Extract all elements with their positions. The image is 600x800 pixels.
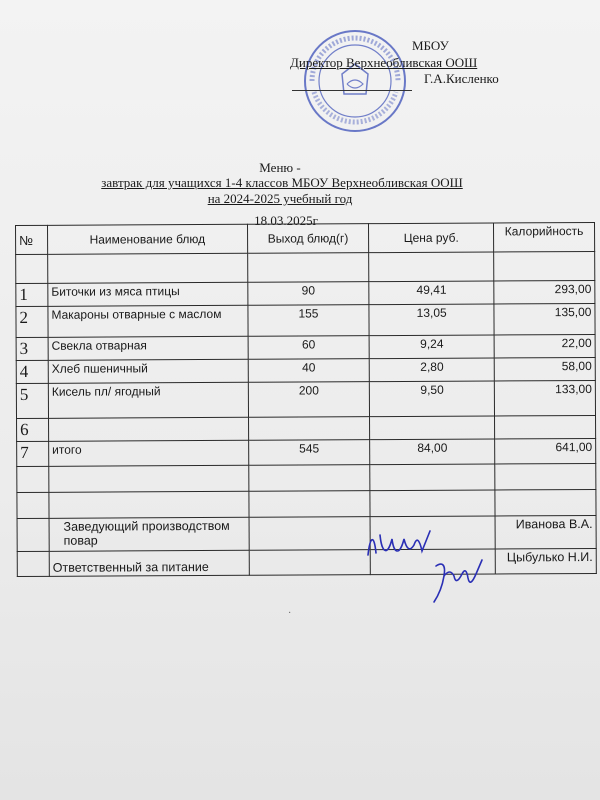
table-row bbox=[17, 463, 596, 492]
row-dish-name: Свекла отварная bbox=[48, 336, 248, 360]
menu-heading: Меню - bbox=[259, 160, 301, 175]
row-number: 4 bbox=[16, 360, 48, 383]
header-number: № bbox=[16, 225, 48, 254]
row-price: 2,80 bbox=[370, 358, 495, 382]
header-calories: Калорийность bbox=[494, 222, 595, 252]
row-portion: 200 bbox=[248, 382, 370, 418]
table-row bbox=[16, 251, 595, 283]
row-price: 9,50 bbox=[370, 381, 495, 417]
handwritten-signature-1 bbox=[360, 525, 440, 565]
row-dish-name: Хлеб пшеничный bbox=[48, 359, 248, 383]
table-row bbox=[16, 303, 595, 337]
row-dish-name bbox=[48, 417, 248, 441]
approval-signature-line bbox=[292, 90, 412, 91]
row-calories: 135,00 bbox=[494, 303, 595, 335]
handwritten-signature-2 bbox=[430, 552, 490, 607]
row-number: 5 bbox=[16, 383, 48, 418]
row-number: 1 bbox=[16, 283, 48, 306]
row-portion: 60 bbox=[248, 336, 370, 360]
row-price: 13,05 bbox=[369, 304, 494, 336]
row-number: 6 bbox=[17, 418, 49, 441]
row-dish-name: Биточки из мяса птицы bbox=[48, 282, 248, 306]
row-number: 3 bbox=[16, 337, 48, 360]
row-price: 9,24 bbox=[369, 335, 494, 359]
table-row bbox=[16, 380, 595, 418]
table-row bbox=[16, 280, 595, 306]
header-price: Цена руб. bbox=[369, 223, 494, 253]
row-portion: 40 bbox=[248, 359, 370, 383]
row-number: 7 bbox=[17, 441, 49, 466]
table-row-total bbox=[17, 438, 596, 466]
row-portion bbox=[248, 417, 370, 441]
menu-table bbox=[15, 222, 597, 577]
approval-org: МБОУ bbox=[412, 38, 449, 53]
row-portion: 545 bbox=[248, 440, 370, 466]
row-calories: 133,00 bbox=[494, 380, 595, 416]
signature-row bbox=[17, 515, 596, 551]
row-price: 84,00 bbox=[370, 439, 495, 465]
header-portion: Выход блюд(г) bbox=[247, 224, 369, 254]
row-portion: 90 bbox=[247, 282, 369, 306]
row-dish-name: Макароны отварные с маслом bbox=[48, 305, 248, 337]
row-dish-name: Кисель пл/ ягодный bbox=[48, 382, 248, 418]
table-row bbox=[16, 334, 595, 360]
row-price bbox=[370, 416, 495, 440]
row-portion: 155 bbox=[248, 305, 370, 337]
signature-person-2: Цыбулько Н.И. bbox=[495, 548, 596, 574]
row-price: 49,41 bbox=[369, 281, 494, 305]
school-stamp-seal bbox=[300, 26, 410, 136]
table-row bbox=[17, 415, 596, 441]
row-calories: 641,00 bbox=[495, 438, 596, 464]
menu-year: на 2024-2025 учебный год bbox=[207, 191, 353, 206]
table-header-row bbox=[16, 222, 595, 254]
approval-director: Директор Верхнеобливская ООШ bbox=[290, 55, 478, 70]
header-dish-name: Наименование блюд bbox=[47, 224, 247, 254]
row-calories: 22,00 bbox=[494, 334, 595, 358]
table-row bbox=[17, 489, 596, 518]
row-calories: 58,00 bbox=[494, 357, 595, 381]
row-dish-name: итого bbox=[49, 440, 249, 466]
signature-role-2: Ответственный за питание bbox=[49, 550, 249, 576]
signature-role-1: Заведующий производством повар bbox=[49, 517, 249, 551]
signature-person-1: Иванова В.А. bbox=[495, 515, 596, 549]
menu-date: 18.03.2025г bbox=[254, 213, 318, 228]
signature-row bbox=[17, 548, 596, 576]
paper-mark: · bbox=[288, 608, 292, 619]
row-calories bbox=[495, 415, 596, 439]
approval-name: Г.А.Кисленко bbox=[424, 71, 499, 86]
row-calories: 293,00 bbox=[494, 280, 595, 304]
row-number: 2 bbox=[16, 306, 48, 337]
menu-subtitle: завтрак для учащихся 1-4 классов МБОУ Верхнеобливская ООШ bbox=[101, 175, 463, 190]
table-row bbox=[16, 357, 595, 383]
